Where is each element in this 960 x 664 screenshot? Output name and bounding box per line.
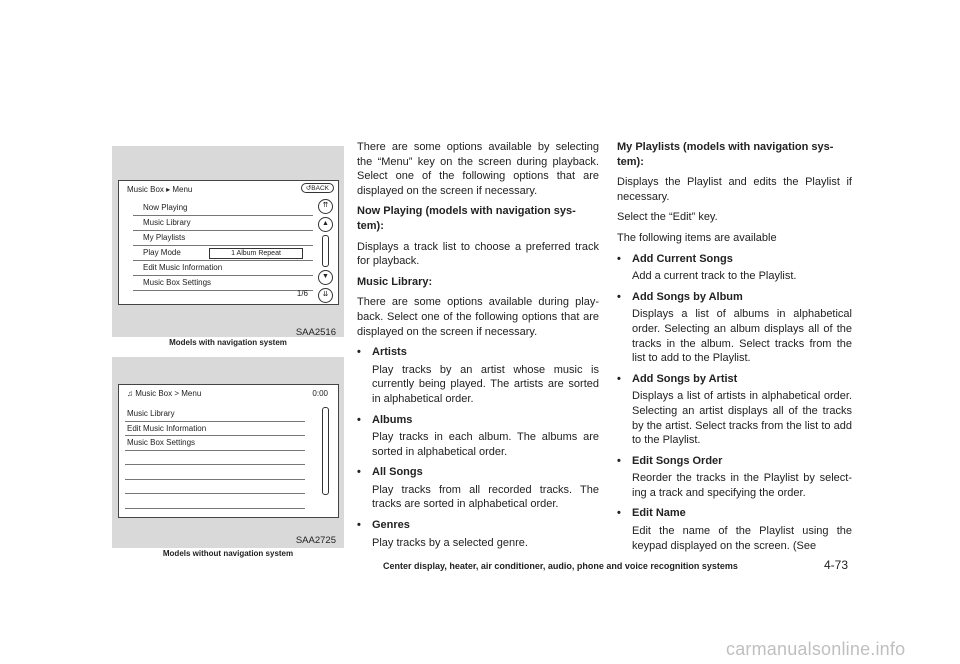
figure-caption: Models with navigation system [169, 338, 287, 347]
figure-code: SAA2516 [295, 327, 336, 338]
music-box-menu-screen [118, 384, 339, 518]
back-label: BACK [311, 185, 329, 192]
music-library-text: There are some options available during play- back. Select one of the following options that are displayed on the screen if necessary. [357, 296, 599, 338]
back-button [301, 183, 334, 193]
up-icon: ▲ [318, 217, 333, 232]
menu-list [133, 201, 313, 291]
bullet-title: • Albums [357, 413, 599, 428]
music-box-menu-screen [118, 180, 339, 305]
menu-item: Music Library [125, 407, 305, 422]
bullet-text: Displays a list of artists in alphabetical order. Selecting an artist displays all of the tracks by the artist. Select tracks from the list to add to the Playlist. [632, 390, 852, 447]
bullet-text: Reorder the tracks in the Playlist by select- ing a track and specifying the order. [632, 472, 852, 499]
watermark: carmanualsonline.info [726, 639, 906, 659]
bullet-title: • Add Songs by Artist [617, 372, 852, 387]
menu-item-label: Play Mode [143, 248, 181, 257]
page-up-icon: ⇈ [318, 199, 333, 214]
figure-code: SAA2725 [295, 535, 336, 546]
bullet-text: Add a current track to the Playlist. [632, 270, 797, 283]
menu-item: Music Box Settings [125, 436, 305, 451]
menu-item-empty [125, 465, 305, 480]
down-icon: ▼ [318, 270, 333, 285]
scrollbar [322, 235, 329, 267]
text-column-right [617, 140, 852, 559]
menu-item: Music Box Settings [133, 276, 313, 291]
time-display: 0:00 [312, 389, 328, 398]
screen-header: Music Box ▸ Menu [127, 185, 193, 194]
bullet-title: • Add Current Songs [617, 252, 852, 267]
menu-item-empty [125, 494, 305, 509]
bullet-text: Play tracks in each album. The albums are sorted in alphabetical order. [372, 431, 599, 458]
intro-paragraph: There are some options available by selecting the “Menu” key on the screen during playback. Select one of the following options that are displayed on the screen if necessary. [357, 141, 599, 197]
play-mode-value: 1 Album Repeat [209, 248, 303, 259]
text-column-middle [357, 140, 599, 556]
bullet-title: • Genres [357, 518, 599, 533]
footer-section-title: Center display, heater, air conditioner, audio, phone and voice recognition systems [383, 561, 738, 571]
music-library-heading: Music Library: [357, 275, 433, 288]
scroll-controls [317, 199, 335, 298]
now-playing-heading: Now Playing (models with navigation sys- tem): [357, 205, 576, 232]
bullet-title: • Add Songs by Album [617, 290, 852, 305]
my-playlists-heading: My Playlists (models with navigation sys- tem): [617, 141, 834, 168]
screen-header [127, 389, 201, 398]
back-arrow-icon: ↺ [305, 185, 312, 192]
bullet-title: • All Songs [357, 465, 599, 480]
figure-no-navigation-screen [112, 357, 344, 548]
page-number: 4-73 [824, 558, 849, 572]
scrollbar [322, 407, 329, 495]
bullet-title: • Edit Name [617, 506, 852, 521]
bullet-text: Play tracks by a selected genre. [372, 536, 528, 549]
figure-caption: Models without navigation system [162, 549, 294, 558]
paragraph: Displays the Playlist and edits the Playlist if necessary. [617, 176, 852, 203]
menu-item: Now Playing [133, 201, 313, 216]
bullet-title: • Artists [357, 345, 599, 360]
menu-item: My Playlists [133, 231, 313, 246]
menu-item: Edit Music Information [125, 422, 305, 437]
paragraph: Select the “Edit” key. [617, 211, 718, 224]
bullet-text: Play tracks by an artist whose music is currently being played. The artists are sorted in alphabetical order. [372, 363, 599, 405]
menu-item: Music Library [133, 216, 313, 231]
screen-header-label: Music Box > Menu [135, 389, 202, 398]
menu-item-play-mode [133, 246, 313, 261]
scroll-controls [317, 407, 335, 502]
bullet-text: Edit the name of the Playlist using the keypad displayed on the screen. (See [632, 525, 852, 552]
menu-item: Edit Music Information [133, 261, 313, 276]
bullet-title: • Edit Songs Order [617, 454, 852, 469]
now-playing-text: Displays a track list to choose a preferred track for playback. [357, 240, 599, 268]
bullet-text: Displays a list of albums in alphabetical order. Selecting an album displays all of the tracks in the album. Select tracks from the list to add to the Playlist. [632, 308, 852, 365]
menu-item-empty [125, 480, 305, 495]
bullet-text: Play tracks from all recorded tracks. The tracks are sorted in alphabetical order. [372, 483, 599, 511]
menu-item-empty [125, 451, 305, 466]
paragraph: The following items are available [617, 231, 777, 244]
page-down-icon: ⇊ [318, 288, 333, 303]
menu-list [125, 407, 305, 509]
figure-navigation-screen [112, 146, 344, 337]
page-indicator: 1/6 [296, 289, 308, 298]
music-box-icon: ♫ [127, 389, 133, 398]
